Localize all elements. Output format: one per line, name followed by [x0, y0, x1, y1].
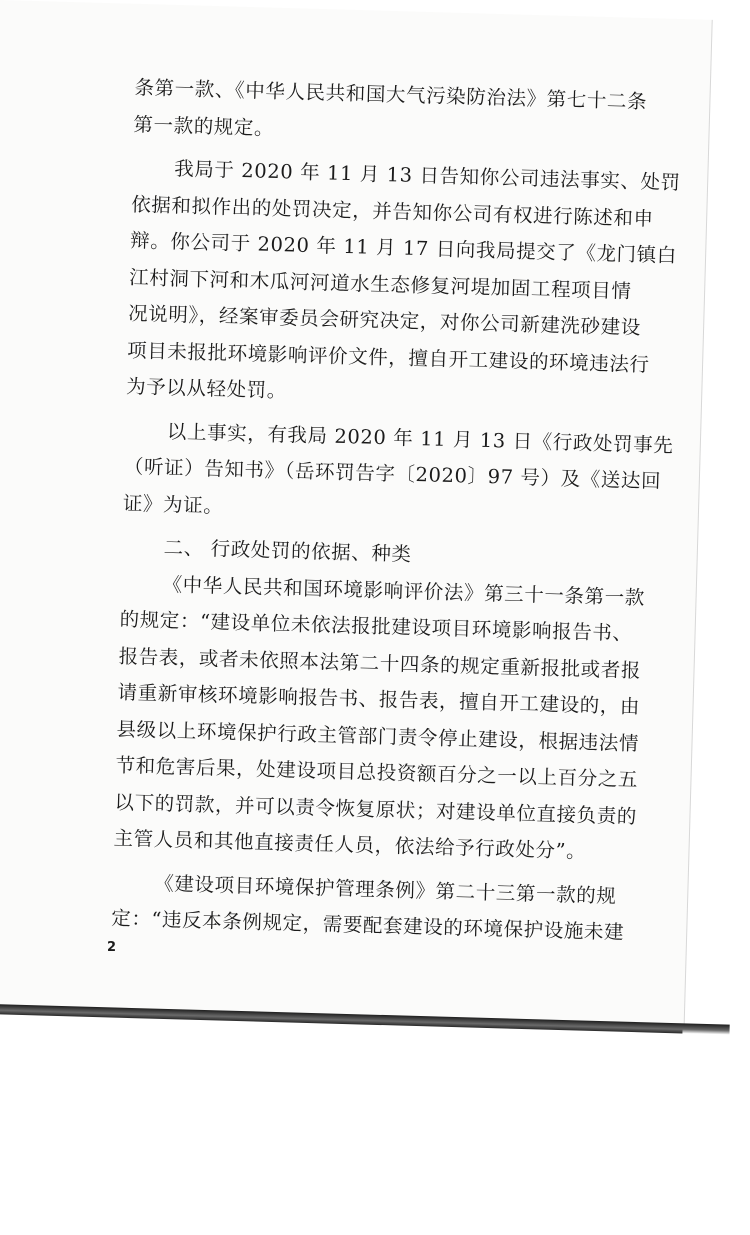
document-body: [110, 70, 682, 952]
text-line: 条第一款、《中华人民共和国大气污染防治法》第七十二条: [134, 75, 648, 114]
page-number: 2: [107, 940, 117, 955]
text-line: 主管人员和其他直接责任人员，依法给予行政处分”。: [113, 826, 587, 863]
text-line: 第一款的规定。: [133, 112, 275, 140]
text-line: 辩。你公司于 2020 年 11 月 17 日向我局提交了《龙门镇白: [129, 228, 678, 268]
text-line: 的规定：“建设单位未依法报批建设项目环境影响报告书、: [119, 607, 633, 646]
text-line: 节和危害后果，处建设项目总投资额百分之一以上百分之五: [115, 753, 639, 792]
text-line: 江村洞下河和木瓜河河道水生态修复河堤加固工程项目情: [128, 265, 632, 303]
section-heading: 二、 行政处罚的依据、种类: [163, 535, 412, 566]
paragraph-start: 以上事实，有我局 2020 年 11 月 13 日《行政处罚事先: [166, 419, 674, 457]
text-line: 以下的罚款，并可以责令恢复原状；对建设单位直接负责的: [114, 790, 638, 828]
text-line: 请重新审核环境影响报告书、报告表，擅自开工建设的，由: [117, 680, 641, 719]
text-line: 县级以上环境保护行政主管部门责令停止建设，根据违法情: [116, 717, 640, 755]
text-line: 项目未报批环境影响评价文件，擅自开工建设的环境违法行: [126, 338, 650, 376]
paragraph-start: 《中华人民共和国环境影响评价法》第三十一条第一款: [162, 572, 646, 609]
text-line: 依据和拟作出的处罚决定，并告知你公司有权进行陈述和申: [130, 192, 654, 231]
paragraph-start: 我局于 2020 年 11 月 13 日告知你公司违法事实、处罚: [173, 157, 682, 195]
text-line: 为予以从轻处罚。: [125, 374, 288, 403]
text-line: 报告表，或者未依照本法第二十四条的规定重新报批或者报: [118, 644, 642, 682]
text-line: 证》为证。: [122, 491, 224, 518]
text-line: 况说明》，经案审委员会研究决定，对你公司新建洗砂建设: [127, 301, 642, 340]
text-line: （听证）告知书》（岳环罚告字〔2020〕97 号）及《送达回: [123, 454, 662, 493]
paragraph-start: 《建设项目环境保护管理条例》第二十三第一款的规: [153, 871, 617, 908]
text-line: 定：“违反本条例规定，需要配套建设的环境保护设施未建: [110, 906, 625, 944]
